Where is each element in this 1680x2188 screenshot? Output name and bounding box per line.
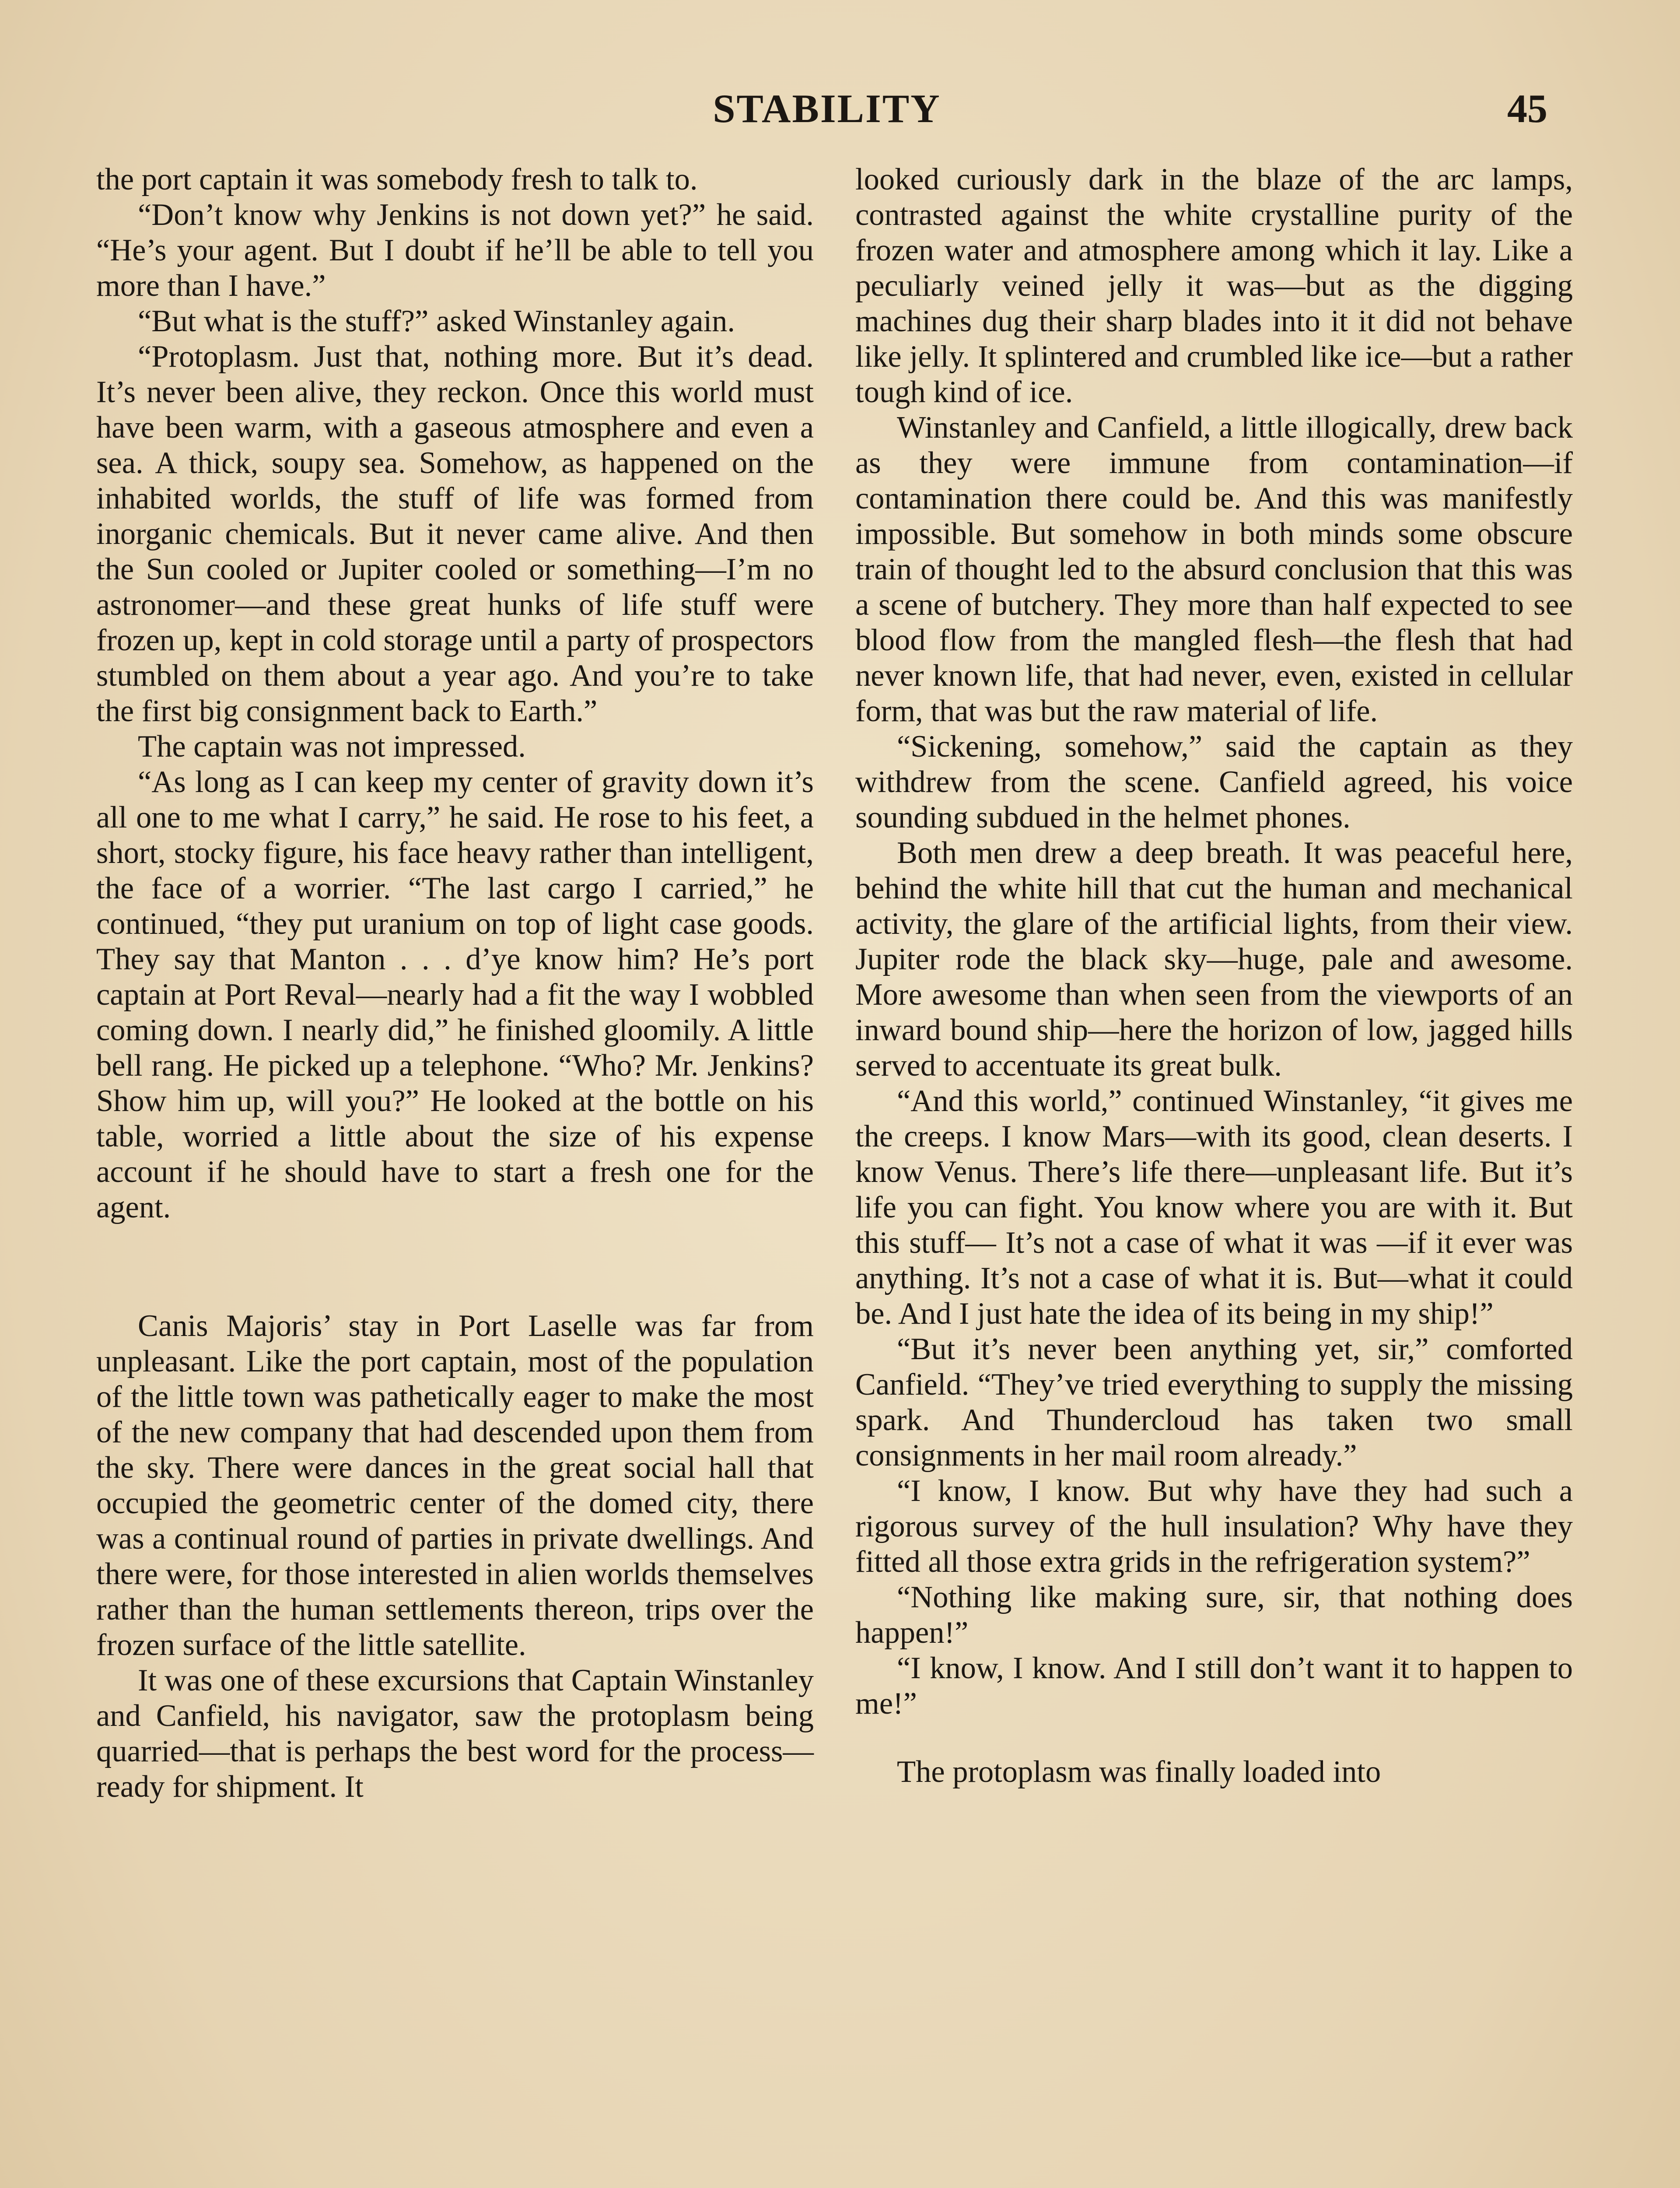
paragraph: “But what is the stuff?” asked Winstanley again. bbox=[138, 304, 735, 338]
right-column bbox=[855, 162, 1573, 2188]
paragraph: the port captain it was somebody fresh to talk to. bbox=[96, 162, 698, 196]
paragraph: Both men drew a deep breath. It was peaceful here, behind the white hill that cut the human and mechanical activity, the glare of the artificial lights, from their view. Jupiter rode the black sky—huge, pale and awesome. More awesome than when seen from the viewports of an inward bound ship—here the horizon of low, jagged hills served to accentuate its great bulk. bbox=[855, 836, 1573, 1083]
paragraph: Winstanley and Canfield, a little illogically, drew back as they were immune from contamination—if contamination there could be. And this was manifestly impossible. But somehow in both minds some obscure train of thought led to the absurd conclusion that this was a scene of butchery. They more than half expected to see blood flow from the mangled flesh—the flesh that had never known life, that had never, even, existed in cellular form, that was but the raw material of life. bbox=[855, 410, 1573, 728]
paragraph: The protoplasm was finally loaded into bbox=[897, 1755, 1381, 1789]
paragraph: “I know, I know. But why have they had such a rigorous survey of the hull insulation? Why have they fitted all those extra grids in the refrigeration system?” bbox=[855, 1474, 1573, 1579]
paragraph: “But it’s never been anything yet, sir,” comforted Canfield. “They’ve tried everything to supply the missing spark. And Thundercloud has taken two small consignments in her mail room already.” bbox=[855, 1332, 1573, 1473]
paragraph: It was one of these excursions that Captain Winstanley and Canfield, his navigator, saw the protoplasm being quarried—that is perhaps the best word for the process—ready for shipment. It bbox=[96, 1663, 814, 1804]
page-header bbox=[0, 85, 1680, 138]
paragraph: “Sickening, somehow,” said the captain as they withdrew from the scene. Canfield agreed, his voice sounding subdued in the helmet phones. bbox=[855, 729, 1573, 835]
paragraph: “As long as I can keep my center of gravity down it’s all one to me what I carry,” he said. He rose to his feet, a short, stocky figure, his face heavy rather than intelligent, the face of a worrier. “The last cargo I carried,” he continued, “they put uranium on top of light case goods. They say that Manton . . . d’ye know him? He’s port captain at Port Reval—nearly had a fit the way I wobbled coming down. I nearly did,” he finished gloomily. A little bell rang. He picked up a telephone. “Who? Mr. Jenkins? Show him up, will you?” He looked at the bottle on his table, worried a little about the size of his expense account if he should have to start a fresh one for the agent. bbox=[96, 765, 814, 1224]
paragraph: The captain was not impressed. bbox=[138, 729, 526, 764]
paragraph: “Protoplasm. Just that, nothing more. But it’s dead. It’s never been alive, they reckon. Once this world must have been warm, with a gaseous atmosphere and even a sea. A thick, soupy sea. Somehow, as happened on the inhabited worlds, the stuff of life was formed from inorganic chemicals. But it never came alive. And then the Sun cooled or Jupiter cooled or something—I’m no astronomer—and these great hunks of life stuff were frozen up, kept in cold storage until a party of prospectors stumbled on them about a year ago. And you’re to take the first big consignment back to Earth.” bbox=[96, 340, 814, 728]
left-column bbox=[96, 162, 814, 2188]
paragraph: “And this world,” continued Winstanley, “it gives me the creeps. I know Mars—with its good, clean deserts. I know Venus. There’s life there—unpleasant life. But it’s life you can fight. You know where you are with it. But this stuff— It’s not a case of what it was —if it ever was anything. It’s not a case of what it is. But—what it could be. And I just hate the idea of its being in my ship!” bbox=[855, 1084, 1573, 1331]
page-number: 45 bbox=[1507, 86, 1547, 131]
paragraph: Canis Majoris’ stay in Port Laselle was far from unpleasant. Like the port captain, most of the population of the little town was pathetically eager to make the most of the new company that had descended upon them from the sky. There were dances in the great social hall that occupied the geometric center of the domed city, there was a continual round of parties in private dwellings. And there were, for those interested in alien worlds themselves rather than the human settlements thereon, trips over the frozen surface of the little satellite. bbox=[96, 1309, 814, 1662]
running-title: STABILITY bbox=[713, 86, 941, 131]
paragraph: “I know, I know. And I still don’t want it to happen to me!” bbox=[855, 1651, 1573, 1721]
paragraph: looked curiously dark in the blaze of the arc lamps, contrasted against the white crystalline purity of the frozen water and atmosphere among which it lay. Like a peculiarly veined jelly it was—but as the digging machines dug their sharp blades into it it did not behave like jelly. It splintered and crumbled like ice—but a rather tough kind of ice. bbox=[855, 162, 1573, 409]
paragraph: “Nothing like making sure, sir, that nothing does happen!” bbox=[855, 1580, 1573, 1650]
paragraph: “Don’t know why Jenkins is not down yet?” he said. “He’s your agent. But I doubt if he’ll be able to tell you more than I have.” bbox=[96, 198, 814, 303]
